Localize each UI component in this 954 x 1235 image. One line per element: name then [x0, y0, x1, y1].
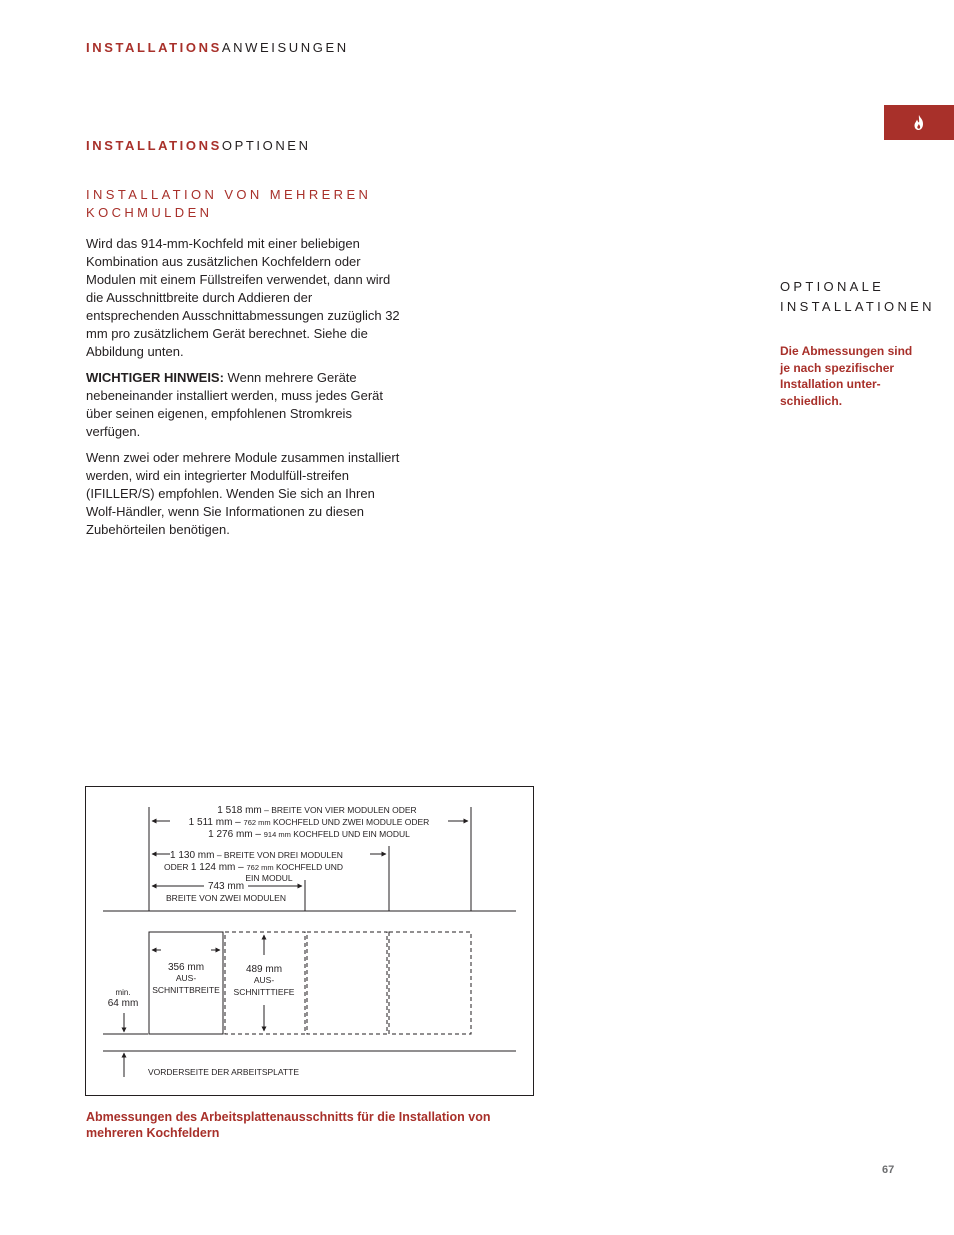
sidebar-title-line-2: INSTALLATIONEN [780, 299, 935, 314]
section-tab [884, 105, 954, 140]
page-number: 67 [882, 1164, 895, 1176]
cut-width-value: 356 mm [167, 962, 205, 973]
min-label: min. [115, 988, 131, 997]
cut-depth-label-1: AUS- [253, 975, 275, 985]
section-heading-bold: INSTALLATIONS [86, 138, 222, 153]
important-note-text: Wenn mehrere Geräte nebeneinander installiert werden, muss jedes Gerät über seinen eigenen, empfohlenen Stromkreis verfügen. [86, 370, 384, 439]
sidebar-note [780, 343, 950, 409]
flame-icon [884, 105, 954, 140]
figure-caption-line-1: Abmessungen des Arbeitsplattenausschnitts für die Installation von [86, 1110, 491, 1124]
figure-caption [86, 1109, 536, 1141]
dim3-value: 743 mm [207, 881, 245, 892]
paragraph-1: Wird das 914-mm-Kochfeld mit einer beliebigen Kombination aus zusätzlichen Kochfeldern oder Modulen mit einem Füllstreifen verwendet, dann wird die Ausschnittbreite durch Addieren der entsprechenden Ausschnittabmessungen zuzüglich 32 mm pro zusätzlichem Gerät berechnet. Siehe die Abbildung unten. [86, 236, 400, 359]
dim1-line-2: 1 511 mm – 762 mm KOCHFELD UND ZWEI MODULE ODER [188, 817, 430, 828]
section-heading-normal: OPTIONEN [221, 138, 311, 153]
cut-width-label-1: AUS- [175, 973, 197, 983]
cutout-dashed-3 [389, 932, 471, 1034]
min-value: 64 mm [107, 998, 139, 1009]
cut-depth-value: 489 mm [245, 964, 283, 975]
page-header-bold: INSTALLATIONS [86, 40, 222, 55]
sidebar-note-line: je nach spezifischer [780, 360, 895, 375]
dim2-line-1: 1 130 mm – BREITE VON DREI MODULEN [170, 850, 343, 861]
dim1-line-3: 1 276 mm – 914 mm KOCHFELD UND EIN MODUL [208, 829, 410, 840]
cut-width-label-2: SCHNITTBREITE [152, 985, 220, 995]
cut-depth-label-2: SCHNITTTIEFE [233, 987, 295, 997]
important-note-label: WICHTIGER HINWEIS: [86, 370, 224, 385]
dim2-line-2: ODER 1 124 mm – 762 mm KOCHFELD UND [164, 862, 344, 873]
sidebar-title-line-1: OPTIONALE [780, 279, 885, 294]
sidebar-note-line: Installation unter- [780, 377, 881, 391]
subheading-line-1: INSTALLATION VON MEHREREN [86, 187, 372, 202]
body-text [86, 235, 404, 547]
cutout-diagram [85, 786, 534, 1096]
front-label: VORDERSEITE DER ARBEITSPLATTE [148, 1067, 299, 1077]
page-header-normal: ANWEISUNGEN [221, 40, 349, 55]
figure-caption-line-2: mehreren Kochfeldern [86, 1126, 220, 1140]
sidebar-title [780, 277, 935, 317]
cutout-dashed-2 [307, 932, 387, 1034]
dim3-label: BREITE VON ZWEI MODULEN [166, 893, 286, 903]
dim1-line-1: 1 518 mm – BREITE VON VIER MODULEN ODER [217, 805, 417, 816]
cutout-diagram-drawing [86, 787, 533, 1095]
page-header [86, 40, 349, 55]
sidebar-note-line: schiedlich. [780, 393, 843, 408]
sidebar-note-line: Die Abmessungen sind [780, 344, 913, 358]
subheading [86, 186, 371, 222]
paragraph-3: Wenn zwei oder mehrere Module zusammen installiert werden, wird ein integrierter Modulfüll-streifen (IFILLER/S) empfohlen. Wenden Sie sich an Ihren Wolf-Händler, wenn Sie Informationen zu diesen Zubehörteilen benötigen. [86, 450, 400, 537]
paragraph-2 [86, 369, 404, 441]
subheading-line-2: KOCHMULDEN [86, 205, 213, 220]
section-heading [86, 138, 311, 153]
dim2-line-3: EIN MODUL [245, 873, 293, 883]
cutout-solid [149, 932, 223, 1034]
